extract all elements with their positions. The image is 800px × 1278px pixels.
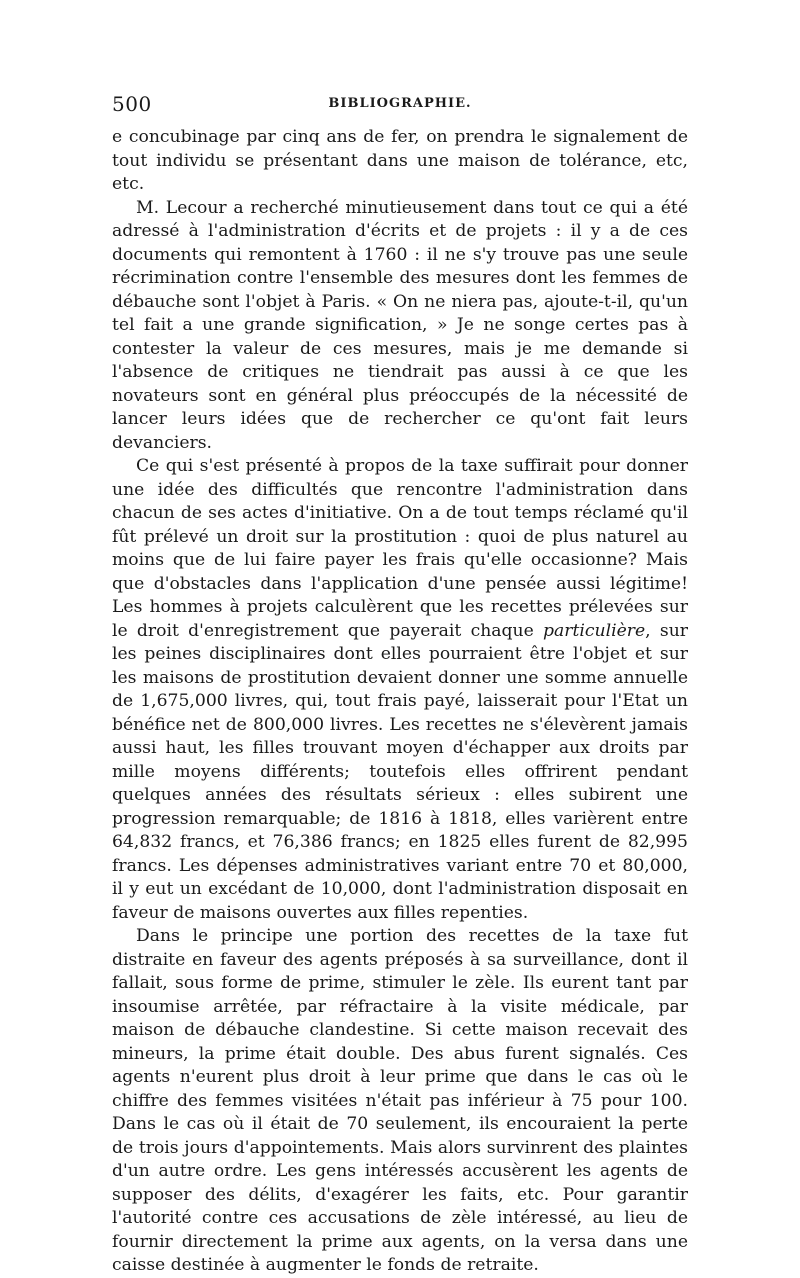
paragraph-3 [112,455,688,925]
page-number: 500 [112,92,152,116]
running-title: BIBLIOGRAPHIE. [328,96,472,111]
paragraph-3-italic-term: particulière [543,620,646,641]
paragraph-1: e concubinage par cinq ans de fer, on prendra le signalement de tout individu se présentant dans une maison de tolérance, etc, etc. [112,127,688,194]
paragraph-3-text-before: Ce qui s'est présenté à propos de la taxe suffirait pour donner une idée des difficultés que rencontre l'administration dans chacun de ses actes d'initiative. On a de tout temps réclamé qu'il fût prélevé un droit sur la prostitution : quoi de plus naturel au moins que de lui faire payer les frais qu'elle occasionne? Mais que d'obstacles dans l'application d'une pensée aussi légitime! Les hommes à projets calculèrent que les recettes prélevées sur le droit d'enregistrement que payerait chaque [112,456,688,641]
paragraph-3-text-after: , sur les peines disciplinaires dont elles pourraient être l'objet et sur les maisons de prostitution devaient donner une somme annuelle de 1,675,000 livres, qui, tout frais payé, laisserait pour l'Etat un bénéfice net de 800,000 livres. Les recettes ne s'élevèrent jamais aussi haut, les filles trouvant moyen d'échapper aux droits par mille moyens différents; toutefois elles offrirent pendant quelques années des résultats sérieux : elles subirent une progression remarquable; de 1816 à 1818, elles varièrent entre 64,832 francs, et 76,386 francs; en 1825 elles furent de 82,995 francs. Les dépenses administratives variant entre 70 et 80,000, il y eut un excédant de 10,000, dont l'administration disposait en faveur de maisons ouvertes aux filles repenties. [112,620,688,923]
paragraph-2: M. Lecour a recherché minutieusement dans tout ce qui a été adressé à l'administration d'écrits et de projets : il y a de ces documents qui remontent à 1760 : il ne s'y trouve pas une seule récrimination contre l'ensemble des mesures dont les femmes de débauche sont l'objet à Paris. « On ne niera pas, ajoute-t-il, qu'un tel fait a une grande signification, » Je ne songe certes pas à contester la valeur de ces mesures, mais je me demande si l'absence de critiques ne tiendrait pas aussi à ce que les novateurs sont en général plus préoccupés de la nécessité de lancer leurs idées que de rechercher ce qu'ont fait leurs devanciers. [112,197,688,453]
body-text [112,126,688,1278]
paragraph-4: Dans le principe une portion des recettes de la taxe fut distraite en faveur des agents préposés à sa surveillance, dont il fallait, sous forme de prime, stimuler le zèle. Ils eurent tant par insoumise arrêtée, par réfractaire à la visite médicale, par maison de débauche clandestine. Si cette maison recevait des mineurs, la prime était double. Des abus furent signalés. Ces agents n'eurent plus droit à leur prime que dans le cas où le chiffre des femmes visitées n'était pas inférieur à 75 pour 100. Dans le cas où il était de 70 seulement, ils encouraient la perte de trois jours d'appointements. Mais alors survinrent des plaintes d'un autre ordre. Les gens intéressés accusèrent les agents de supposer des délits, d'exagérer les faits, etc. Pour garantir l'autorité contre ces accusations de zèle intéressé, au lieu de fournir directement la prime aux agents, on la versa dans une caisse destinée à augmenter le fonds de retraite. [112,926,688,1275]
page-header [112,92,688,122]
document-page [112,92,688,1278]
